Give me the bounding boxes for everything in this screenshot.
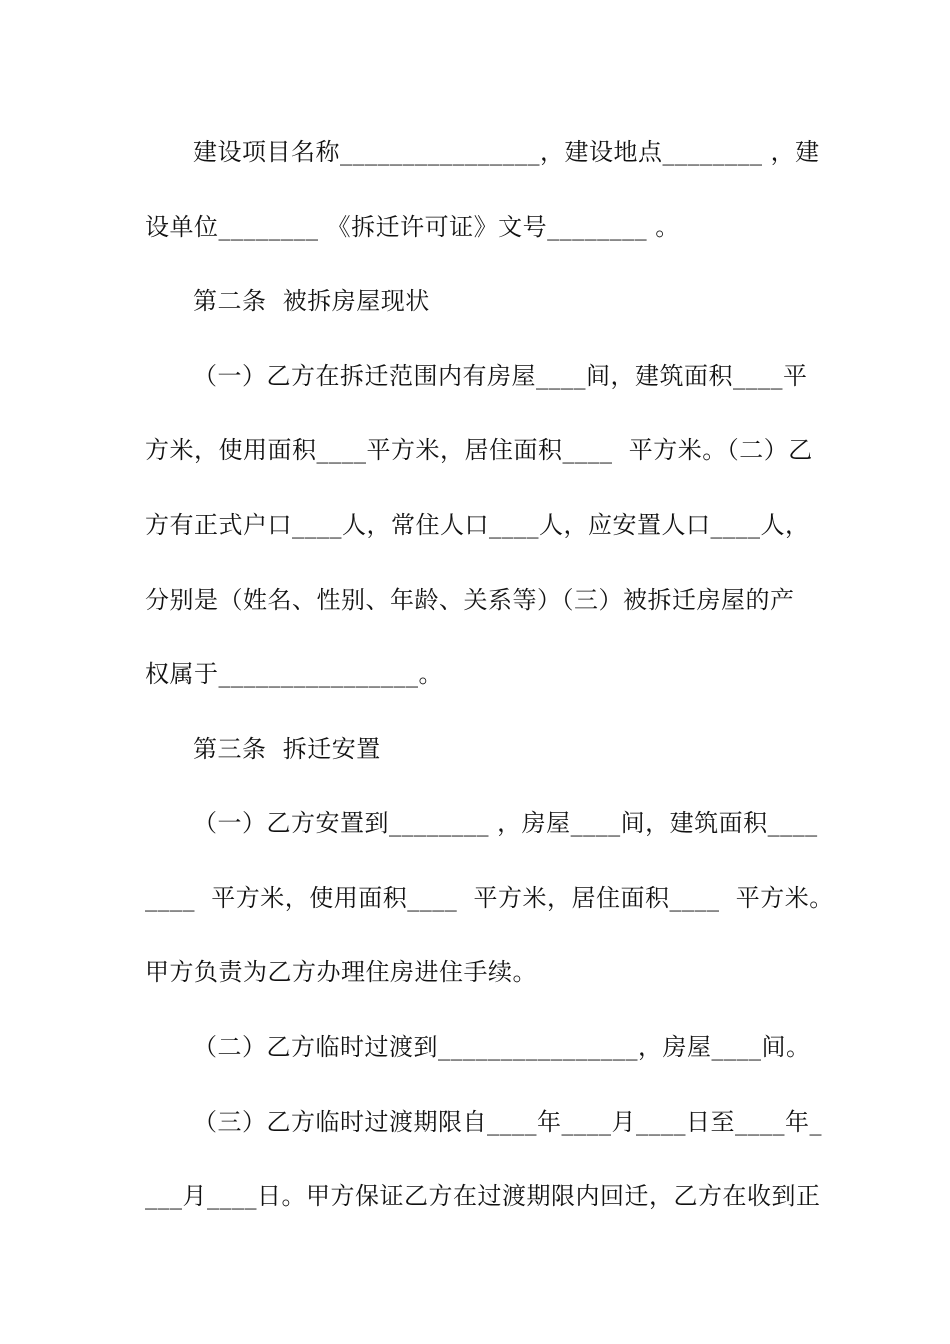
text-line: 设单位________ 《拆迁许可证》文号________ 。 — [145, 213, 680, 241]
section-heading: 第三条 拆迁安置 — [193, 735, 381, 763]
text-line: （三）乙方临时过渡期限自____年____月____日至____年_ — [193, 1108, 822, 1136]
text-line: 方米，使用面积____平方米，居住面积____ 平方米。（二）乙 — [145, 436, 813, 464]
text-line: 方有正式户口____人，常住人口____人，应安置人口____人， — [145, 511, 810, 539]
text-line: （一）乙方安置到________ ，房屋____间，建筑面积____ — [193, 809, 818, 837]
text-line: 分别是（姓名、性别、年龄、关系等）（三）被拆迁房屋的产 — [145, 586, 795, 614]
text-line: ___月____日。甲方保证乙方在过渡期限内回迁，乙方在收到正 — [145, 1182, 821, 1210]
section-heading: 第二条 被拆房屋现状 — [193, 287, 430, 315]
text-line: 甲方负责为乙方办理住房进住手续。 — [145, 958, 537, 986]
text-line: ____ 平方米，使用面积____ 平方米，居住面积____ 平方米。 — [145, 884, 834, 912]
text-line: （一）乙方在拆迁范围内有房屋____间，建筑面积____平 — [193, 362, 808, 390]
text-line: （二）乙方临时过渡到________________，房屋____间。 — [193, 1033, 811, 1061]
text-line: 建设项目名称________________，建设地点________ ，建 — [193, 138, 820, 166]
text-line: 权属于________________。 — [145, 660, 443, 688]
